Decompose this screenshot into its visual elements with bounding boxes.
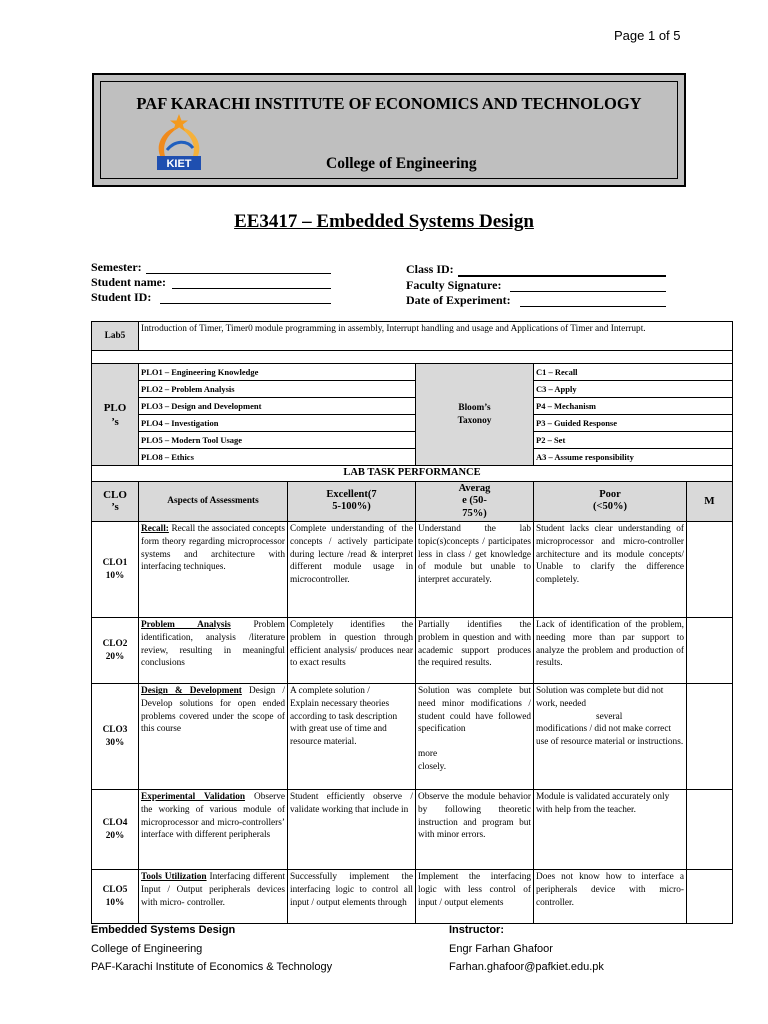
bloom-item: P2 – Set [534, 432, 733, 449]
plo-item: PLO4 – Investigation [139, 415, 416, 432]
date-of-experiment-label: Date of Experiment: [406, 293, 511, 307]
footer-instructor-email[interactable]: Farhan.ghafoor@pafkiet.edu.pk [449, 961, 604, 973]
semester-line[interactable] [146, 273, 331, 274]
college-name: College of Engineering [326, 155, 477, 172]
student-id-line[interactable] [160, 303, 331, 304]
excellent-cell: Successfully implement the interfacing logic to control all input / output elements through [288, 870, 416, 924]
average-header: Averag e (50- 75%) [416, 481, 534, 522]
class-id-line[interactable] [458, 275, 666, 277]
bloom-item: C1 – Recall [534, 364, 733, 381]
poor-cell: Does not know how to interface a peripherals device with micro- controller. [534, 870, 687, 924]
header-banner [92, 73, 686, 187]
aspect-cell: Design & Development Design / Develop solutions for open ended problems covered under the scope of this course [139, 684, 288, 790]
lab-row [92, 322, 733, 351]
plo-item: PLO3 – Design and Development [139, 398, 416, 415]
poor-cell: Student lacks clear understanding of microprocessor and micro-controller architecture and its module concepts/ Unable to clarify the difference completely. [534, 522, 687, 618]
excellent-header: Excellent(7 5-100%) [288, 481, 416, 522]
footer-instructor-name: Engr Farhan Ghafoor [449, 943, 553, 955]
marks-cell[interactable] [687, 522, 733, 618]
excellent-cell: A complete solution / Explain necessary theories according to task description with great use of time and resource material. [288, 684, 416, 790]
date-of-experiment-line[interactable] [520, 306, 666, 307]
excellent-cell: Completely identifies the problem in question through efficient analysis/ produces near to exact results [288, 618, 416, 684]
clo2-row [92, 618, 733, 684]
poor-cell: Module is validated accurately only with help from the teacher. [534, 790, 687, 870]
average-cell: Understand the lab topic(s)concepts / participates less in class / get knowledge of module but unable to interpret accurately. [416, 522, 534, 618]
average-cell: Solution was complete but need minor modifications / student could have followed specification more closely. [416, 684, 534, 790]
footer [91, 924, 732, 984]
faculty-signature-line[interactable] [510, 291, 666, 292]
performance-header-row [92, 481, 733, 522]
clo-cell: CLO3 30% [92, 684, 139, 790]
aspect-cell: Experimental Validation Observe the working of various module of microprocessor and micro-controllers’ interface with different peripherals [139, 790, 288, 870]
clo-cell: CLO1 10% [92, 522, 139, 618]
plo-item: PLO5 – Modern Tool Usage [139, 432, 416, 449]
footer-college: College of Engineering [91, 943, 203, 955]
course-title: EE3417 – Embedded Systems Design [234, 211, 534, 232]
aspect-cell: Recall: Recall the associated concepts form theory regarding microprocessor systems and architecture with interfacing techniques. [139, 522, 288, 618]
plo-row-6 [92, 449, 733, 466]
semester-label: Semester: [91, 260, 142, 274]
marks-cell[interactable] [687, 618, 733, 684]
logo-text: KIET [166, 158, 192, 170]
clo5-row [92, 870, 733, 924]
clo-cell: CLO4 20% [92, 790, 139, 870]
clo-cell: CLO2 20% [92, 618, 139, 684]
aspect-cell: Problem Analysis Problem identification, analysis /literature review, resulting in meaningful conclusions [139, 618, 288, 684]
student-name-label: Student name: [91, 275, 167, 289]
header-banner-inner [100, 81, 678, 179]
average-cell: Observe the module behavior by following theoretic instruction and program but with minor errors. [416, 790, 534, 870]
poor-cell: Solution was complete but did not work, needed several modifications / did not make correct use of resource material or instructions. [534, 684, 687, 790]
institute-name: PAF KARACHI INSTITUTE OF ECONOMICS AND TECHNOLOGY [136, 94, 642, 113]
clo-header: CLO ’s [92, 481, 139, 522]
kiet-logo [147, 112, 211, 174]
poor-header: Poor (<50%) [534, 481, 687, 522]
plo-row-1 [92, 364, 733, 381]
plo-row-4 [92, 415, 733, 432]
spacer-row [92, 351, 733, 364]
clo3-row [92, 684, 733, 790]
clo1-row [92, 522, 733, 618]
excellent-cell: Complete understanding of the concepts / actively participate during lecture /read & interpret different module usage in microcontroller. [288, 522, 416, 618]
clo4-row [92, 790, 733, 870]
plo-item: PLO8 – Ethics [139, 449, 416, 466]
bloom-item: C3 – Apply [534, 381, 733, 398]
class-id-label: Class ID: [406, 262, 454, 276]
average-cell: Implement the interfacing logic with less control of input / output elements [416, 870, 534, 924]
plo-row-2 [92, 381, 733, 398]
marks-cell[interactable] [687, 684, 733, 790]
performance-title-row [92, 466, 733, 482]
clo-cell: CLO5 10% [92, 870, 139, 924]
plo-item: PLO1 – Engineering Knowledge [139, 364, 416, 381]
blooms-taxonomy-label: Bloom’s Taxonoy [416, 364, 534, 466]
marks-cell[interactable] [687, 870, 733, 924]
average-cell: Partially identifies the problem in question and with academic support produces the required results. [416, 618, 534, 684]
student-name-line[interactable] [172, 288, 331, 289]
aspect-cell: Tools Utilization Interfacing different Input / Output peripherals devices with micro- controller. [139, 870, 288, 924]
page-number: Page 1 of 5 [614, 28, 681, 43]
plo-item: PLO2 – Problem Analysis [139, 381, 416, 398]
faculty-signature-label: Faculty Signature: [406, 278, 502, 292]
marks-header: M [687, 481, 733, 522]
marks-cell[interactable] [687, 790, 733, 870]
lab-description: Introduction of Timer, Timer0 module programming in assembly, Interrupt handling and usage and Applications of Timer and Interrupt. [139, 322, 733, 351]
excellent-cell: Student efficiently observe / validate working that include in [288, 790, 416, 870]
footer-instructor-label: Instructor: [449, 924, 504, 936]
performance-title: LAB TASK PERFORMANCE [92, 466, 733, 482]
bloom-item: A3 – Assume responsibility [534, 449, 733, 466]
bloom-item: P3 – Guided Response [534, 415, 733, 432]
footer-institute: PAF-Karachi Institute of Economics & Technology [91, 961, 333, 973]
student-id-label: Student ID: [91, 290, 152, 304]
aspects-header: Aspects of Assessments [139, 481, 288, 522]
poor-cell: Lack of identification of the problem, needing more than par support to analyze the problem and production of results. [534, 618, 687, 684]
assessment-table [91, 321, 733, 924]
bloom-item: P4 – Mechanism [534, 398, 733, 415]
plo-label: PLO ’s [92, 364, 139, 466]
plo-row-5 [92, 432, 733, 449]
lab-label: Lab5 [92, 322, 139, 351]
plo-row-3 [92, 398, 733, 415]
footer-course: Embedded Systems Design [91, 924, 236, 936]
